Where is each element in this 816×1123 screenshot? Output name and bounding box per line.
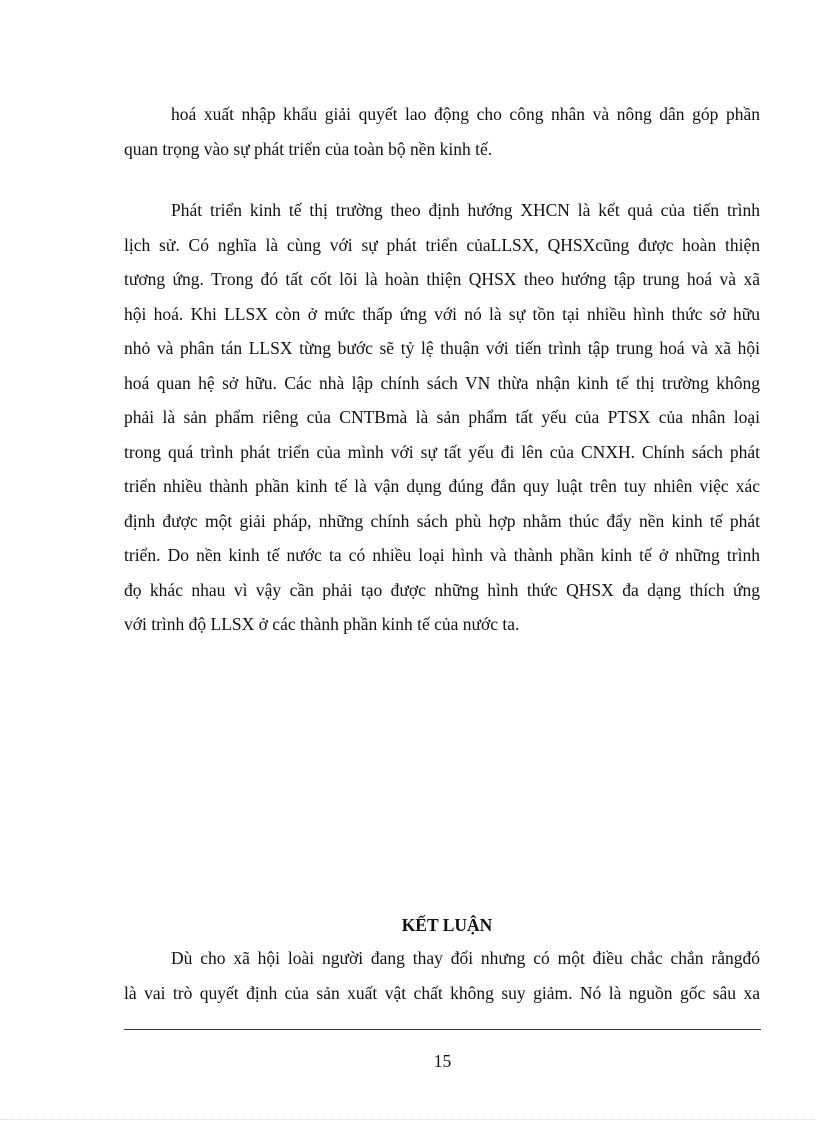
text-line: triển. Do nền kinh tế nước ta có nhiều loại hình và thành phần kinh tế ở những trình bbox=[124, 545, 760, 565]
paragraph-main bbox=[124, 193, 760, 642]
page-bottom-edge bbox=[0, 1119, 816, 1120]
page-number: 15 bbox=[433, 1051, 452, 1071]
footer-divider bbox=[124, 1029, 761, 1030]
text-line: hoá xuất nhập khẩu giải quyết lao động cho công nhân và nông dân góp phần bbox=[171, 104, 760, 124]
text-line: hoá quan hệ sở hữu. Các nhà lập chính sách VN thừa nhận kinh tế thị trường không bbox=[124, 372, 760, 393]
text-line: lịch sử. Có nghĩa là cùng với sự phát triển củaLLSX, QHSXcũng được hoàn thiện bbox=[124, 234, 760, 255]
paragraph-continuation bbox=[124, 97, 760, 166]
text-line: là vai trò quyết định của sản xuất vật chất không suy giảm. Nó là nguồn gốc sâu xa bbox=[124, 982, 760, 1003]
text-line: định được một giải pháp, những chính sách phù hợp nhằm thúc đẩy nền kinh tế phát bbox=[124, 510, 760, 531]
section-heading: KẾT LUẬN bbox=[401, 915, 493, 935]
text-line: trong quá trình phát triển của mình với sự tất yếu đi lên của CNXH. Chính sách phát bbox=[124, 441, 760, 462]
text-line: quan trọng vào sự phát triển của toàn bộ nền kinh tế. bbox=[124, 138, 493, 159]
text-line: nhỏ và phân tán LLSX từng bước sẽ tỷ lệ thuận với tiến trình tập trung hoá và xã hội bbox=[124, 338, 760, 358]
text-line: hội hoá. Khi LLSX còn ở mức thấp ứng với nó là sự tồn tại nhiều hình thức sở hữu bbox=[124, 303, 760, 324]
text-line: với trình độ LLSX ở các thành phần kinh tế của nước ta. bbox=[124, 614, 520, 634]
text-line: Phát triển kinh tế thị trường theo định hướng XHCN là kết quả của tiến trình bbox=[171, 200, 760, 220]
text-line: đọ khác nhau vì vậy cần phải tạo được những hình thức QHSX đa dạng thích ứng bbox=[124, 579, 760, 600]
text-line: phải là sản phẩm riêng của CNTBmà là sản phẩm tất yếu của PTSX của nhân loại bbox=[124, 407, 760, 427]
text-line: tương ứng. Trong đó tất cốt lõi là hoàn thiện QHSX theo hướng tập trung hoá và xã bbox=[124, 269, 760, 289]
text-line: triển nhiều thành phần kinh tế là vận dụng đúng đắn quy luật trên tuy nhiên việc xác bbox=[124, 476, 760, 496]
paragraph-conclusion bbox=[124, 941, 760, 1010]
text-line: Dù cho xã hội loài người đang thay đổi nhưng có một điều chắc chắn rằngđó bbox=[171, 948, 760, 968]
